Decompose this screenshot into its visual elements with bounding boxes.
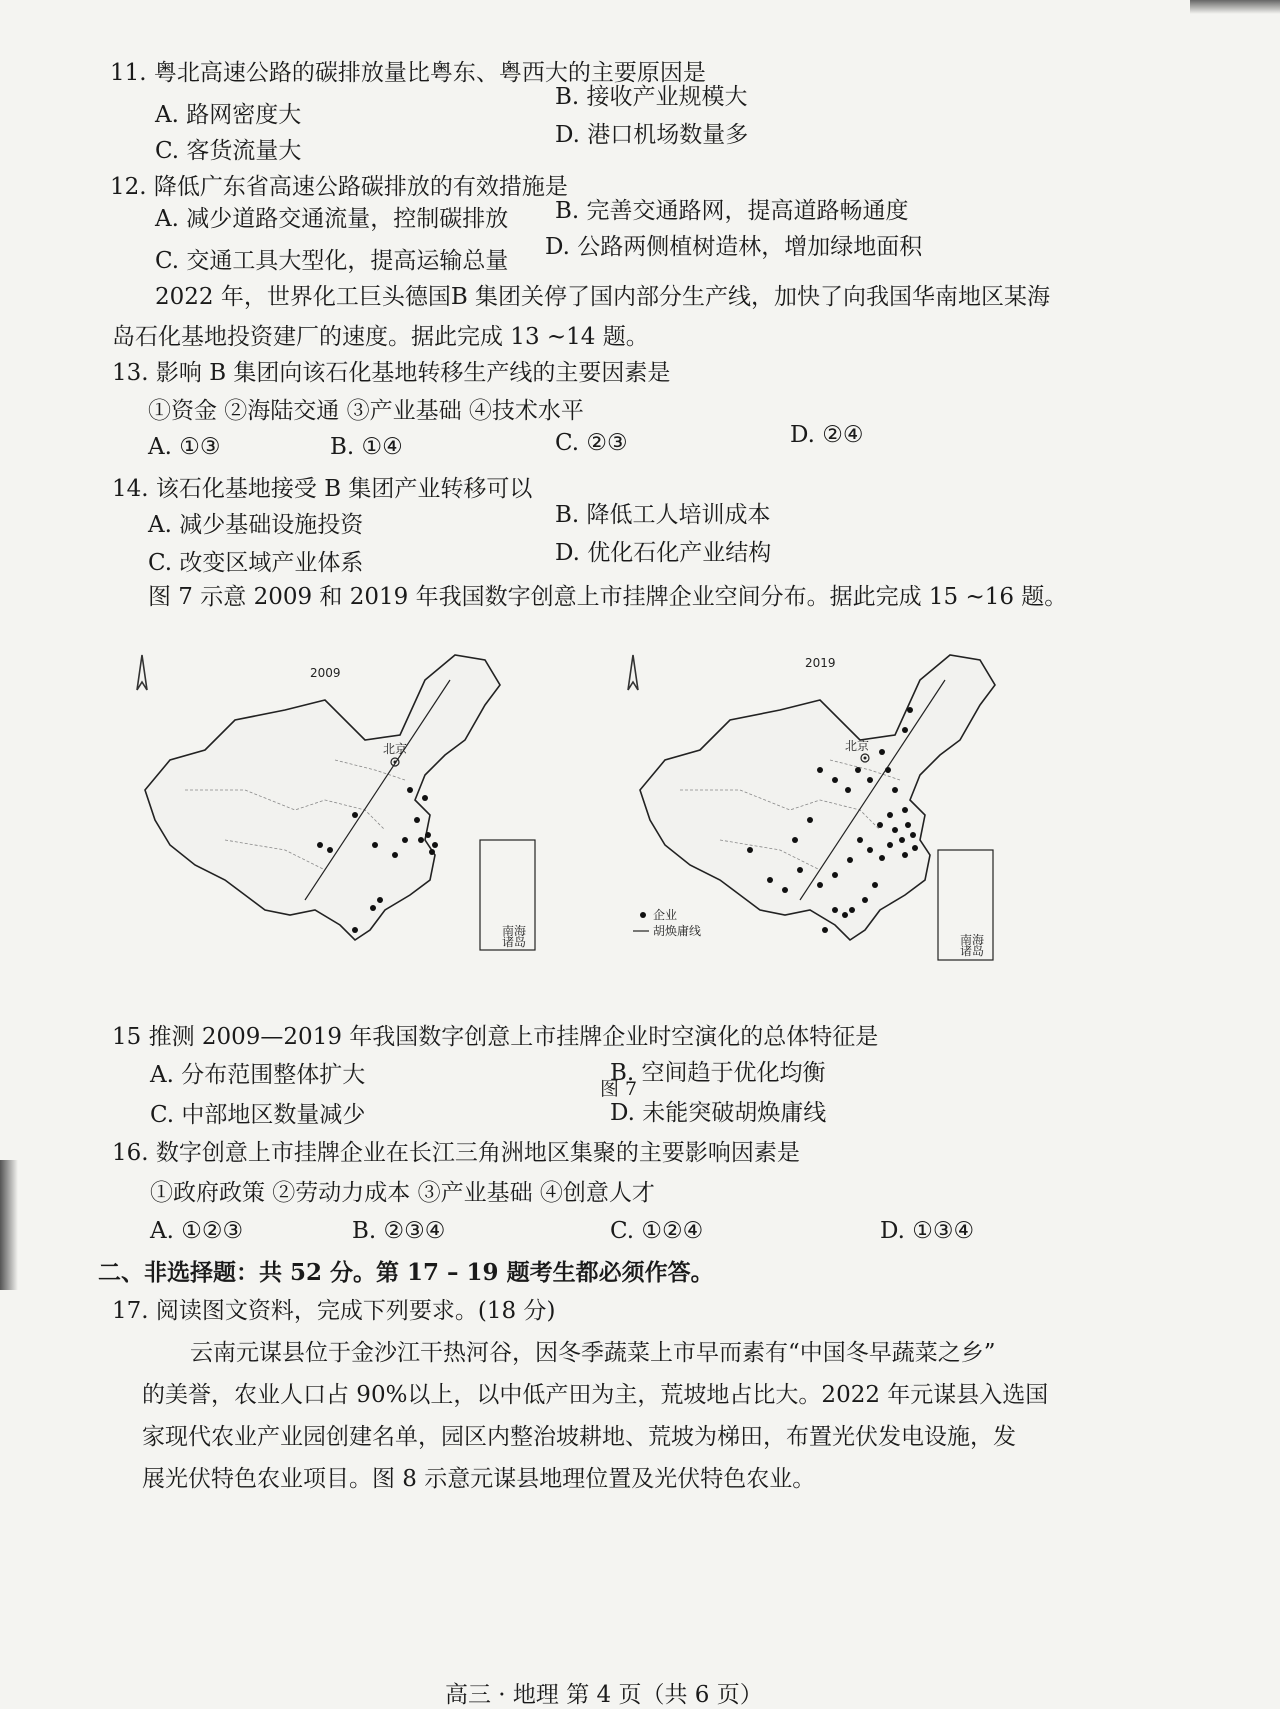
question-13-option-d: D. ②④ [790,422,864,448]
question-16-items: ①政府政策 ②劳动力成本 ③产业基础 ④创意人才 [150,1180,655,1206]
scan-shadow-corner [1190,0,1280,14]
question-15-option-d: D. 未能突破胡焕庸线 [610,1100,827,1126]
question-11-option-a: A. 路网密度大 [155,102,302,128]
scan-shadow-edge [0,1160,18,1290]
question-14-option-c: C. 改变区域产业体系 [148,550,364,576]
question-17-para-line4: 展光伏特色农业项目。图 8 示意元谋县地理位置及光伏特色农业。 [142,1466,816,1492]
question-12-option-b: B. 完善交通路网，提高道路畅通度 [555,198,909,224]
map-year-2009: 2009 [310,666,341,680]
inset-label-2-2009: 诸岛 [502,935,527,949]
beijing-label-2009: 北京 [383,742,408,756]
map-year-2019: 2019 [805,656,836,670]
page-footer: 高三 · 地理 第 4 页（共 6 页） [445,1682,763,1708]
question-16-option-c: C. ①②④ [610,1218,704,1244]
section-2-heading: 二、非选择题：共 52 分。第 17 – 19 题考生都必须作答。 [98,1259,714,1286]
intro-13-14-line2: 岛石化基地投资建厂的速度。据此完成 13 ~14 题。 [112,324,649,350]
beijing-label-2019: 北京 [845,739,870,753]
question-12-stem: 12. 降低广东省高速公路碳排放的有效措施是 [110,174,568,200]
question-15-stem: 15 推测 2009—2019 年我国数字创意上市挂牌企业时空演化的总体特征是 [112,1024,879,1050]
question-16-option-b: B. ②③④ [352,1218,446,1244]
question-11-stem: 11. 粤北高速公路的碳排放量比粤东、粤西大的主要原因是 [110,60,706,86]
question-15-option-a: A. 分布范围整体扩大 [150,1062,366,1088]
question-14-option-a: A. 减少基础设施投资 [148,512,364,538]
map-2009 [125,640,545,970]
intro-13-14-line1: 2022 年，世界化工巨头德国B 集团关停了国内部分生产线，加快了向我国华南地区某海 [155,284,1051,310]
question-16-option-a: A. ①②③ [150,1218,244,1244]
question-15-option-b: B. 空间趋于优化均衡 [610,1060,826,1086]
north-arrow-icon [628,655,638,690]
question-14-stem: 14. 该石化基地接受 B 集团产业转移可以 [112,476,533,502]
question-11-option-d: D. 港口机场数量多 [555,122,749,148]
question-13-option-b: B. ①④ [330,434,403,460]
question-12-option-d: D. 公路两侧植树造林，增加绿地面积 [545,234,923,260]
question-17-para-line3: 家现代农业产业园创建名单，园区内整治坡耕地、荒坡为梯田，布置光伏发电设施，发 [142,1424,1016,1450]
question-11-option-b: B. 接收产业规模大 [555,84,748,110]
legend-enterprise-label: 企业 [653,908,678,922]
question-12-option-a: A. 减少道路交通流量，控制碳排放 [155,206,509,232]
question-14-option-d: D. 优化石化产业结构 [555,540,772,566]
question-17-stem: 17. 阅读图文资料，完成下列要求。(18 分) [112,1298,556,1324]
figure-7-caption: 图 7 [600,1078,638,1100]
inset-label-2-2019: 诸岛 [960,944,985,958]
china-outline-2009 [145,655,500,940]
question-13-option-c: C. ②③ [555,430,628,456]
question-13-stem: 13. 影响 B 集团向该石化基地转移生产线的主要因素是 [112,360,671,386]
question-13-option-a: A. ①③ [148,434,221,460]
question-16-option-d: D. ①③④ [880,1218,975,1244]
question-13-items: ①资金 ②海陆交通 ③产业基础 ④技术水平 [148,398,584,424]
question-14-option-b: B. 降低工人培训成本 [555,502,771,528]
inset-label-1-2019: 南海 [960,933,985,947]
legend-line-label: 胡焕庸线 [653,924,702,938]
legend-2019 [625,905,715,945]
question-12-option-c: C. 交通工具大型化，提高运输总量 [155,248,509,274]
north-arrow-icon [137,655,147,690]
intro-15-16: 图 7 示意 2009 和 2019 年我国数字创意上市挂牌企业空间分布。据此完成 15 ~16 题。 [148,584,1068,610]
question-17-para-line1: 云南元谋县位于金沙江干热河谷，因冬季蔬菜上市早而素有“中国冬早蔬菜之乡” [190,1340,996,1366]
question-11-option-c: C. 客货流量大 [155,138,302,164]
question-16-stem: 16. 数字创意上市挂牌企业在长江三角洲地区集聚的主要影响因素是 [112,1140,800,1166]
inset-label-1-2009: 南海 [502,924,527,938]
question-17-para-line2: 的美誉，农业人口占 90%以上，以中低产田为主，荒坡地占比大。2022 年元谋县入选国 [142,1382,1049,1408]
question-15-option-c: C. 中部地区数量减少 [150,1102,366,1128]
legend-dot-icon [640,912,646,918]
